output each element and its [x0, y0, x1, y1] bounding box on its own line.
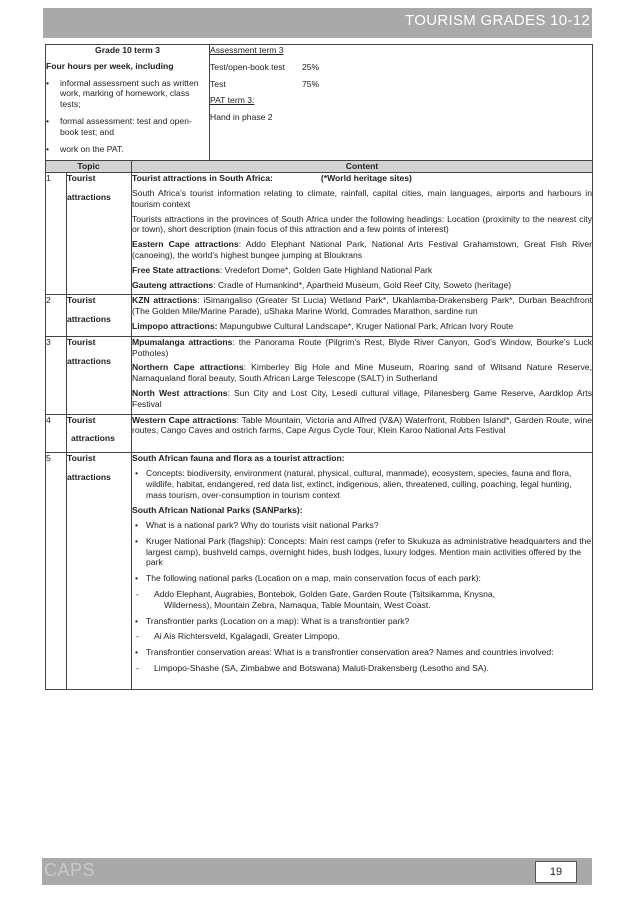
paragraph — [132, 239, 592, 261]
intro-bullet: • formal assessment: test and open-book test; and — [46, 116, 209, 138]
assessment-row — [210, 79, 592, 90]
assessment-row — [210, 62, 592, 73]
footer-brand: CAPS — [44, 860, 96, 880]
dash-line: Wilderness), Mountain Zebra, Namaqua, Table Mountain, West Coast. — [164, 599, 431, 610]
page-header-title: TOURISM GRADES 10-12 — [405, 12, 590, 29]
page-number: 19 — [535, 861, 577, 883]
topic-cell — [67, 336, 132, 414]
paragraph: Tourists attractions in the provinces of South Africa under the following headings: Location (proximity to the nearest city or town), short description (main focus of this attraction and a few points of interest) — [132, 213, 592, 235]
topic-line: attractions — [71, 433, 115, 444]
paragraph-label: Eastern Cape attractions — [132, 239, 239, 250]
table-row — [46, 295, 593, 336]
topic-line: Tourist — [67, 453, 96, 464]
paragraph-text: : the Panorama Route (Pilgrim’s Rest, Blyde River Canyon, God’s Window, Bourke’s Luck Potholes) — [132, 336, 592, 358]
topic-line: Tourist — [67, 295, 96, 306]
grade-term-title: Grade 10 term 3 — [95, 45, 160, 55]
row-number: 3 — [46, 336, 67, 414]
subsection-heading: South African National Parks (SANParks): — [132, 505, 303, 516]
paragraph — [132, 337, 592, 359]
content-column-header: Content — [132, 161, 593, 173]
paragraph-label: North West attractions — [132, 387, 228, 398]
paragraph-label: Gauteng attractions — [132, 279, 214, 290]
row-number: 5 — [46, 453, 67, 690]
paragraph-label: Western Cape attractions — [132, 414, 237, 425]
paragraph-text: : Table Mountain, Victoria and Alfred (V&A) Waterfront, Robben Island*, Garden Route, wine routes, Cango Caves and ostrich farms, Cape Argus Cycle Tour, Klein Karoo National Arts Festival — [132, 414, 592, 436]
section-heading — [132, 173, 592, 184]
paragraph — [132, 280, 592, 291]
column-header-row — [46, 161, 593, 173]
content-cell — [132, 453, 593, 690]
topic-cell — [67, 453, 132, 690]
table-row — [46, 414, 593, 453]
topic-line: attractions — [67, 314, 111, 325]
intro-bullet: • work on the PAT. — [46, 144, 209, 155]
paragraph — [132, 388, 592, 410]
topic-line: Tourist — [67, 173, 96, 184]
topic-cell — [67, 414, 132, 453]
intro-cell — [46, 45, 210, 161]
row-number: 1 — [46, 173, 67, 295]
content-cell — [132, 414, 593, 453]
topic-cell — [67, 295, 132, 336]
paragraph-label: KZN attractions — [132, 295, 198, 306]
paragraph — [132, 321, 592, 332]
content-cell — [132, 295, 593, 336]
paragraph-text: Mapungubwe Cultural Landscape*, Kruger National Park, African Ivory Route — [217, 320, 514, 331]
heading-text: Tourist attractions in South Africa: — [132, 173, 273, 184]
intro-row — [46, 45, 593, 161]
paragraph: South Africa’s tourist information relating to climate, rainfall, capital cities, main languages, airports and harbours in tourism context — [132, 187, 592, 209]
topic-cell — [67, 173, 132, 295]
intro-bullet: • informal assessment such as written work, marking of homework, class tests; — [46, 78, 209, 110]
assessment-label: Test — [210, 78, 226, 89]
paragraph — [132, 362, 592, 384]
header-divider — [42, 8, 43, 40]
section-heading: South African fauna and flora as a tourist attraction: — [132, 453, 345, 464]
paragraph — [132, 265, 592, 276]
dash-line: Addo Elephant, Augrabies, Bontebok, Golden Gate, Garden Route (Tsitsikamma, Knysna, — [154, 589, 496, 600]
paragraph — [132, 295, 592, 317]
topic-column-header: Topic — [46, 161, 132, 173]
assessment-value: 25% — [302, 61, 320, 72]
topic-line: attractions — [67, 191, 111, 202]
table-row — [46, 453, 593, 690]
paragraph-text: : Addo Elephant National Park, National Arts Festival Grahamstown, Great Fish River (canoeing), the world’s highest bungee jumping at Bloukrans — [132, 239, 593, 260]
topic-line: attractions — [67, 355, 111, 366]
bullet-item: • Kruger National Park (flagship): Concepts: Main rest camps (refer to Skukuza as administrative headquarters and the largest camp), bushveld camps, overnight hides, bush lodges, luxury lodges. Mention main activities offered by the park — [132, 536, 592, 568]
bullet-item: • What is a national park? Why do tourists visit national Parks? — [132, 520, 592, 531]
curriculum-table — [45, 44, 593, 690]
heading-note: (*World heritage sites) — [320, 173, 412, 184]
row-number: 4 — [46, 414, 67, 453]
bullet-item: • Transfrontier conservation areas: What is a transfrontier conservation area? Names and countries involved: — [132, 647, 592, 658]
assessment-label: Test/open-book test — [210, 61, 286, 72]
dash-item: - Limpopo-Shashe (SA, Zimbabwe and Botswana) Maluti-Drakensberg (Lesotho and SA). — [132, 663, 592, 674]
dash-item: - Ai Ais Richtersveld, Kgalagadi, Greater Limpopo. — [132, 631, 592, 642]
paragraph-text: : Sun City and Lost City, Lesedi cultural village, Pilanesberg Game Reserve, Aardklop Arts Festival — [132, 387, 592, 409]
paragraph — [132, 415, 592, 437]
dash-item — [132, 589, 592, 611]
table-row — [46, 173, 593, 295]
bullet-item: • The following national parks (Location on a map, main conservation focus of each park): — [132, 573, 592, 584]
row-number: 2 — [46, 295, 67, 336]
paragraph-text: : Cradle of Humankind*, Apartheid Museum, Gold Reef City, Soweto (heritage) — [213, 279, 512, 290]
topic-line: Tourist — [67, 414, 96, 425]
topic-line: attractions — [67, 471, 111, 482]
topic-line: Tourist — [67, 336, 96, 347]
hours-line: Four hours per week, including — [46, 60, 174, 71]
assessment-heading: Assessment term 3 — [210, 45, 284, 55]
footer-bar — [42, 858, 592, 885]
assessment-cell — [210, 45, 593, 161]
bullet-item: • Concepts: biodiversity, environment (natural, physical, cultural, manmade), ecosystem, species, fauna and flora, wildlife, habitat, endangered, red data list, extinct, indigenous, alien, threatened, culling, poaching, legal hunting, mass tourism, over-consumption in tourism context — [132, 468, 592, 500]
pat-heading: PAT term 3: — [210, 95, 255, 106]
paragraph-label: Free State attractions — [132, 264, 220, 275]
content-cell — [132, 336, 593, 414]
paragraph-label: Mpumalanga attractions — [132, 336, 233, 347]
paragraph-text: : Kimberley Big Hole and Mine Museum, Roaring sand of Witsand Nature Reserve, Namaqualand floral beauty, South African Large Telescope (SALT) in Sutherland — [132, 362, 592, 384]
table-row — [46, 336, 593, 414]
paragraph-label: Limpopo attractions: — [132, 320, 218, 331]
pat-note: Hand in phase 2 — [210, 112, 273, 123]
bullet-item: • Transfrontier parks (Location on a map): What is a transfrontier park? — [132, 616, 592, 627]
paragraph-text: : iSimangaliso (Greater St Lucia) Wetland Park*, Ukahlamba-Drakensberg Park*, Durban Beachfront (The Golden Mile/Marine Parade), uShaka Marine World, Comrades Marathon, sardine run — [132, 295, 592, 317]
paragraph-label: Northern Cape attractions — [132, 362, 244, 373]
paragraph-text: : Vredefort Dome*, Golden Gate Highland National Park — [219, 264, 433, 275]
content-cell — [132, 173, 593, 295]
assessment-value: 75% — [302, 78, 320, 89]
